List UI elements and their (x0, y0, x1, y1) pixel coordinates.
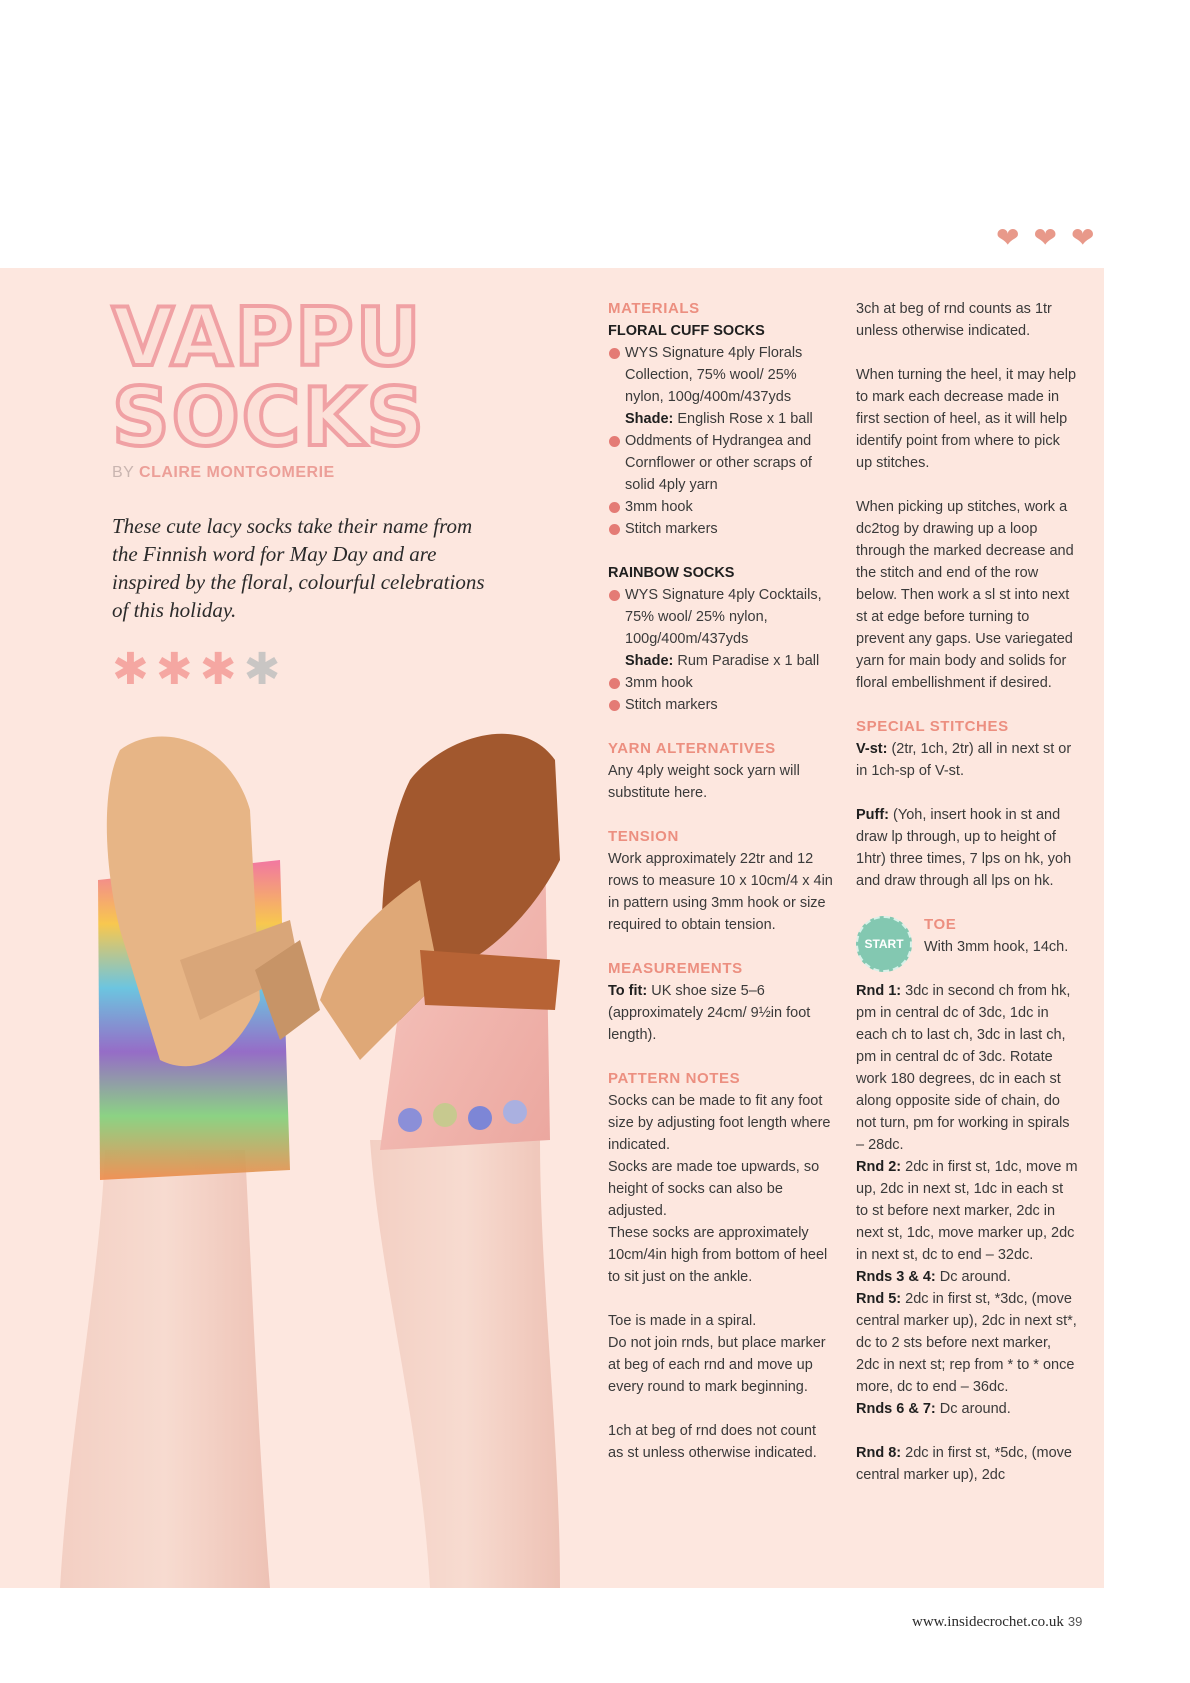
title-line-1: VAPPU (112, 291, 423, 384)
socks-photo (0, 720, 596, 1588)
flower-star-icon: ✱ (199, 644, 237, 695)
page-number: 39 (1067, 1614, 1083, 1629)
floral-materials-list-2 (608, 430, 833, 540)
floral-materials-list (608, 342, 833, 408)
heart-icon: ❤ (1033, 221, 1057, 254)
page-footer (912, 1614, 1082, 1631)
rainbow-materials-list-2 (608, 672, 833, 716)
pattern-note: When picking up stitches, work a dc2tog by drawing up a loop through the marked decrease and the stitch and end of the row below. Then work a sl st into next st at edge before turning to prevent any gaps. Use variegated yarn for main body and solids for floral embellishment if desired. (856, 499, 1074, 691)
measurements-heading: MEASUREMENTS (608, 960, 743, 977)
byline-author: CLAIRE MONTGOMERIE (139, 464, 335, 481)
pattern-note: Toe is made in a spiral. (608, 1313, 757, 1329)
tension-heading: TENSION (608, 828, 679, 845)
column-materials (608, 298, 833, 1464)
pattern-note: Socks are made toe upwards, so height of socks can also be adjusted. (608, 1159, 820, 1219)
special-stitches-heading: SPECIAL STITCHES (856, 718, 1009, 735)
round-instruction: Rnd 8: 2dc in first st, *5dc, (move central marker up), 2dc (856, 1445, 1072, 1483)
round-instruction: Rnd 2: 2dc in first st, 1dc, move m up, 2dc in next st, 1dc in each st to st before next marker, 2dc in next st, 1dc, move marker up, 2dc in next st, dc to end – 32dc. (856, 1159, 1078, 1263)
pattern-note: Socks can be made to fit any foot size by adjusting foot length where indicated. (608, 1093, 831, 1153)
pattern-note: When turning the heel, it may help to mark each decrease made in first section of heel, as it will help identify point from where to pick up stitches. (856, 367, 1077, 471)
toe-heading: TOE (924, 916, 957, 933)
round-instruction: Rnd 5: 2dc in first st, *3dc, (move central marker up), 2dc in next st*, dc to 2 sts before next marker, 2dc in next st; rep from * to * once more, dc to end – 36dc. (856, 1291, 1077, 1395)
round-instruction: Rnd 1: 3dc in second ch from hk, pm in central dc of 3dc, 1dc in each ch to last ch, 3dc in last ch, pm in central dc of 3dc. Rotate work 180 degrees, dc in each st along opposite side of chain, do not turn, pm for working in spirals – 28dc. (856, 983, 1071, 1153)
heart-icon: ❤ (1070, 221, 1095, 254)
list-item: 3mm hook (608, 672, 833, 694)
intro-text: These cute lacy socks take their name from the Finnish word for May Day and are inspired by the floral, colourful celebrations of this holiday. (112, 514, 485, 622)
difficulty-rating (112, 644, 281, 695)
tension-text: Work approximately 22tr and 12 rows to measure 10 x 10cm/4 x 4in in pattern using 3mm hook or size required to obtain tension. (608, 851, 833, 933)
list-item: WYS Signature 4ply Florals Collection, 75% wool/ 25% nylon, 100g/400m/437yds (608, 342, 833, 408)
flower-star-icon: ✱ (155, 644, 193, 695)
pattern-notes-heading: PATTERN NOTES (608, 1070, 741, 1087)
floral-shade: Shade: English Rose x 1 ball (625, 411, 813, 427)
list-item: 3mm hook (608, 496, 833, 518)
byline-prefix: BY (112, 464, 135, 481)
column-pattern (856, 298, 1078, 1486)
byline (112, 464, 335, 482)
pattern-note: 1ch at beg of rnd does not count as st unless otherwise indicated. (608, 1423, 817, 1461)
vst-definition: V-st: (2tr, 1ch, 2tr) all in next st or in 1ch-sp of V-st. (856, 741, 1072, 779)
materials-heading: MATERIALS (608, 300, 700, 317)
yarn-alternatives-text: Any 4ply weight sock yarn will substitute here. (608, 763, 800, 801)
list-item: Oddments of Hydrangea and Cornflower or other scraps of solid 4ply yarn (608, 430, 833, 496)
flower-star-icon: ✱ (112, 644, 149, 695)
round-instruction: Rnds 3 & 4: Dc around. (856, 1269, 1011, 1285)
article-title (112, 291, 426, 464)
pattern-note: These socks are approximately 10cm/4in high from bottom of heel to sit just on the ankle. (608, 1225, 828, 1285)
toe-start (856, 914, 1078, 980)
toe-intro: With 3mm hook, 14ch. (924, 939, 1069, 955)
rainbow-socks-heading: RAINBOW SOCKS (608, 565, 735, 581)
round-instruction: Rnds 6 & 7: Dc around. (856, 1401, 1011, 1417)
rainbow-materials-list (608, 584, 833, 650)
footer-url[interactable]: www.insidecrochet.co.uk (912, 1614, 1064, 1630)
title-line-2: SOCKS (112, 371, 426, 464)
rainbow-shade: Shade: Rum Paradise x 1 ball (625, 653, 820, 669)
floral-cuff-heading: FLORAL CUFF SOCKS (608, 323, 765, 339)
flower-star-icon: ✱ (243, 644, 281, 695)
list-item: WYS Signature 4ply Cocktails, 75% wool/ 25% nylon, 100g/400m/437yds (608, 584, 833, 650)
list-item: Stitch markers (608, 694, 833, 716)
pattern-note: 3ch at beg of rnd counts as 1tr unless otherwise indicated. (856, 301, 1052, 339)
heart-icon: ❤ (996, 221, 1020, 254)
list-item: Stitch markers (608, 518, 833, 540)
pattern-note: Do not join rnds, but place marker at beg of each rnd and move up every round to mark beginning. (608, 1335, 826, 1395)
yarn-alternatives-heading: YARN ALTERNATIVES (608, 740, 776, 757)
start-badge: START (856, 916, 912, 972)
puff-definition: Puff: (Yoh, insert hook in st and draw lp through, up to height of 1htr) three times, 7 lps on hk, yoh and draw through all lps on hk. (856, 807, 1072, 889)
hearts-ornament (996, 221, 1095, 254)
measurements-text: To fit: UK shoe size 5–6 (approximately 24cm/ 9½in foot length). (608, 983, 811, 1043)
